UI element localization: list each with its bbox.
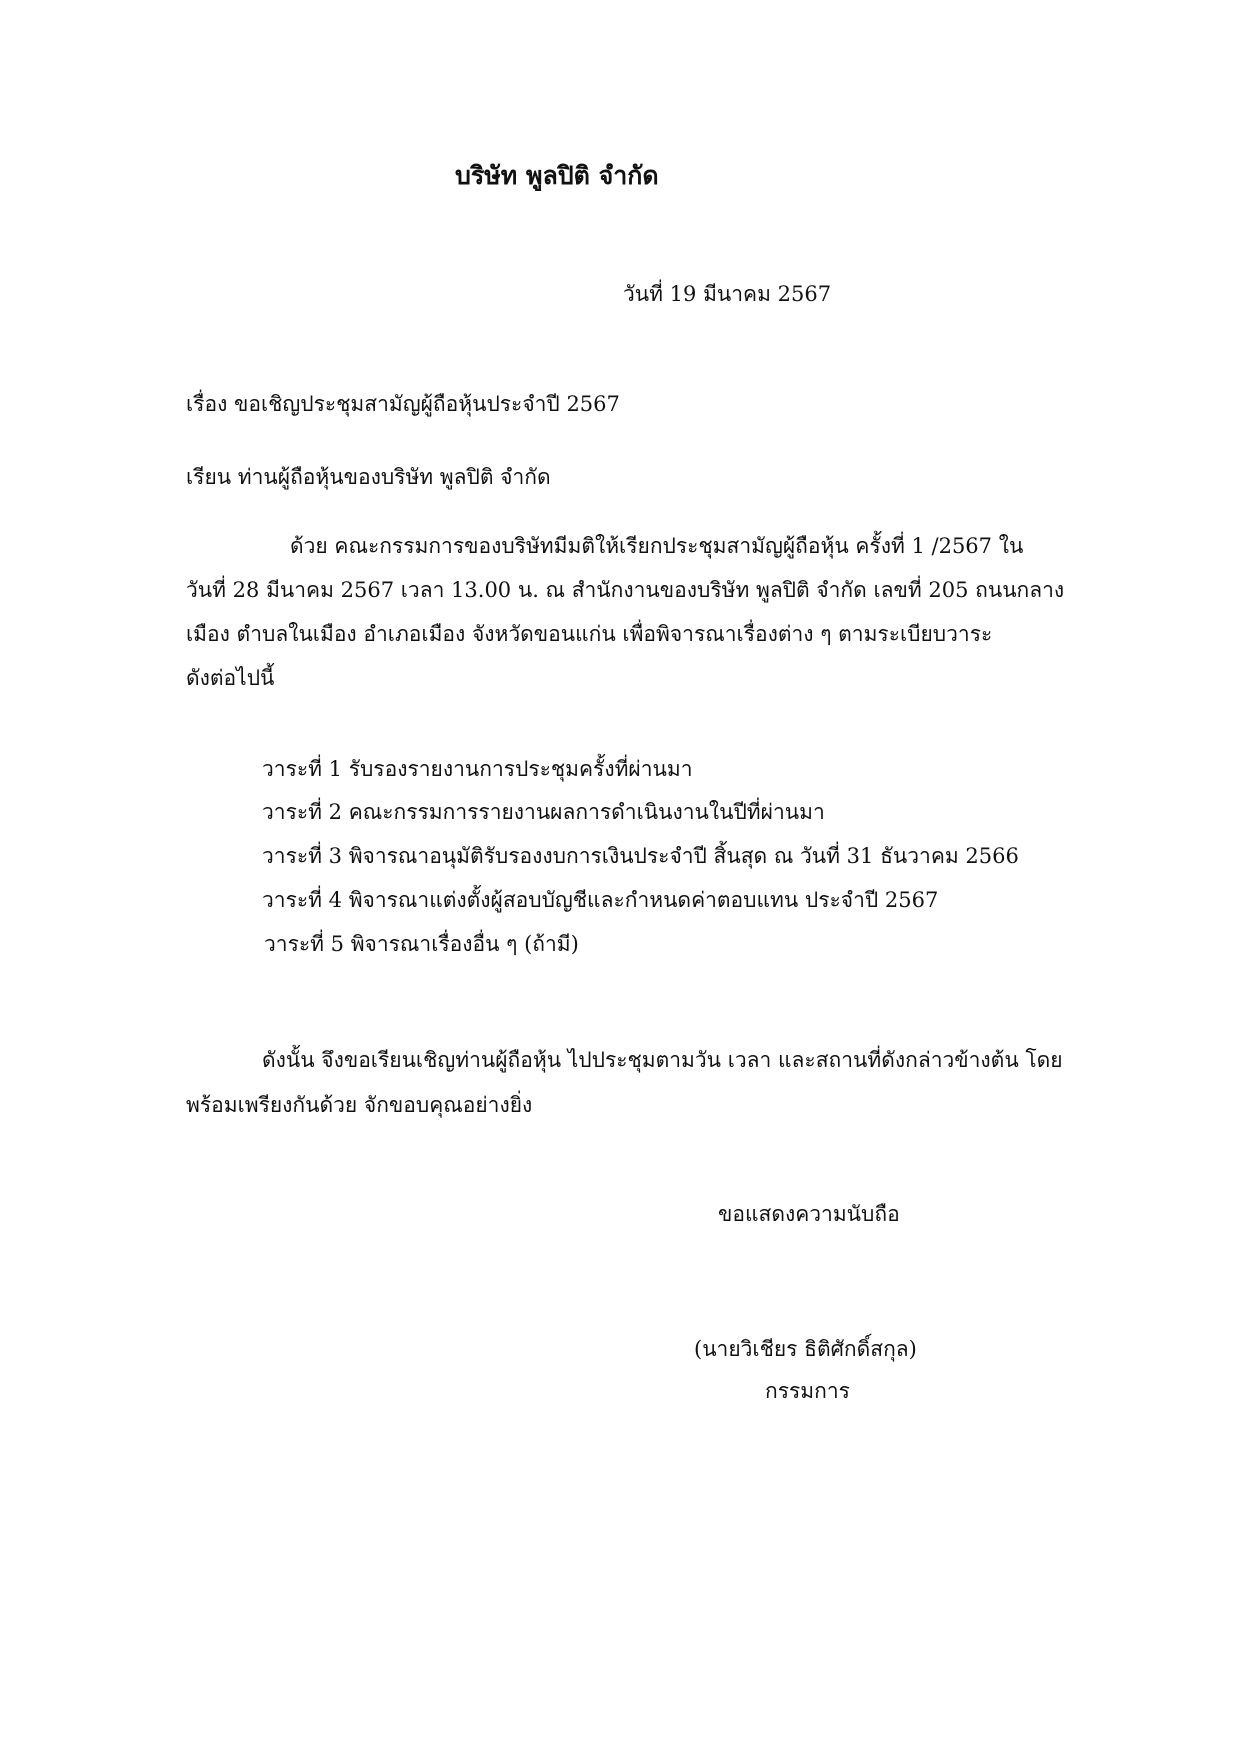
- intro-line: เมือง ตำบลในเมือง อำเภอเมือง จังหวัดขอนแก่น เพื่อพิจารณาเรื่องต่าง ๆ ตามระเบียบวาระ: [186, 622, 993, 646]
- intro-line: ด้วย คณะกรรมการของบริษัทมีมติให้เรียกประชุมสามัญผู้ถือหุ้น ครั้งที่ 1 /2567 ใน: [290, 534, 1024, 558]
- intro-line: วันที่ 28 มีนาคม 2567 เวลา 13.00 น. ณ สำนักงานของบริษัท พูลปิติ จำกัด เลขที่ 205 ถนนกลาง: [186, 578, 1065, 602]
- agenda-item: วาระที่ 4 พิจารณาแต่งตั้งผู้สอบบัญชีและกำหนดค่าตอบแทน ประจำปี 2567: [262, 888, 939, 912]
- agenda-item: วาระที่ 1 รับรองรายงานการประชุมครั้งที่ผ่านมา: [262, 757, 693, 781]
- signer-title: กรรมการ: [765, 1379, 850, 1403]
- company-title: บริษัท พูลปิติ จำกัด: [455, 161, 659, 190]
- agenda-item: วาระที่ 2 คณะกรรมการรายงานผลการดำเนินงานในปีที่ผ่านมา: [262, 800, 825, 824]
- intro-line: ดังต่อไปนี้: [186, 666, 275, 690]
- closing-line: ดังนั้น จึงขอเรียนเชิญท่านผู้ถือหุ้น ไปประชุมตามวัน เวลา และสถานที่ดังกล่าวข้างต้น โดย: [262, 1048, 1063, 1072]
- signer-name: (นายวิเชียร ธิติศักดิ์สกุล): [694, 1337, 917, 1361]
- agenda-item: วาระที่ 3 พิจารณาอนุมัติรับรองงบการเงินประจำปี สิ้นสุด ณ วันที่ 31 ธันวาคม 2566: [262, 844, 1019, 868]
- agenda-item: วาระที่ 5 พิจารณาเรื่องอื่น ๆ (ถ้ามี): [264, 932, 579, 956]
- salutation-line: เรียน ท่านผู้ถือหุ้นของบริษัท พูลปิติ จำกัด: [186, 465, 551, 489]
- complimentary-close: ขอแสดงความนับถือ: [718, 1202, 900, 1226]
- letter-date: วันที่ 19 มีนาคม 2567: [623, 282, 832, 306]
- subject-line: เรื่อง ขอเชิญประชุมสามัญผู้ถือหุ้นประจำปี 2567: [186, 392, 620, 416]
- closing-line: พร้อมเพรียงกันด้วย จักขอบคุณอย่างยิ่ง: [186, 1093, 533, 1117]
